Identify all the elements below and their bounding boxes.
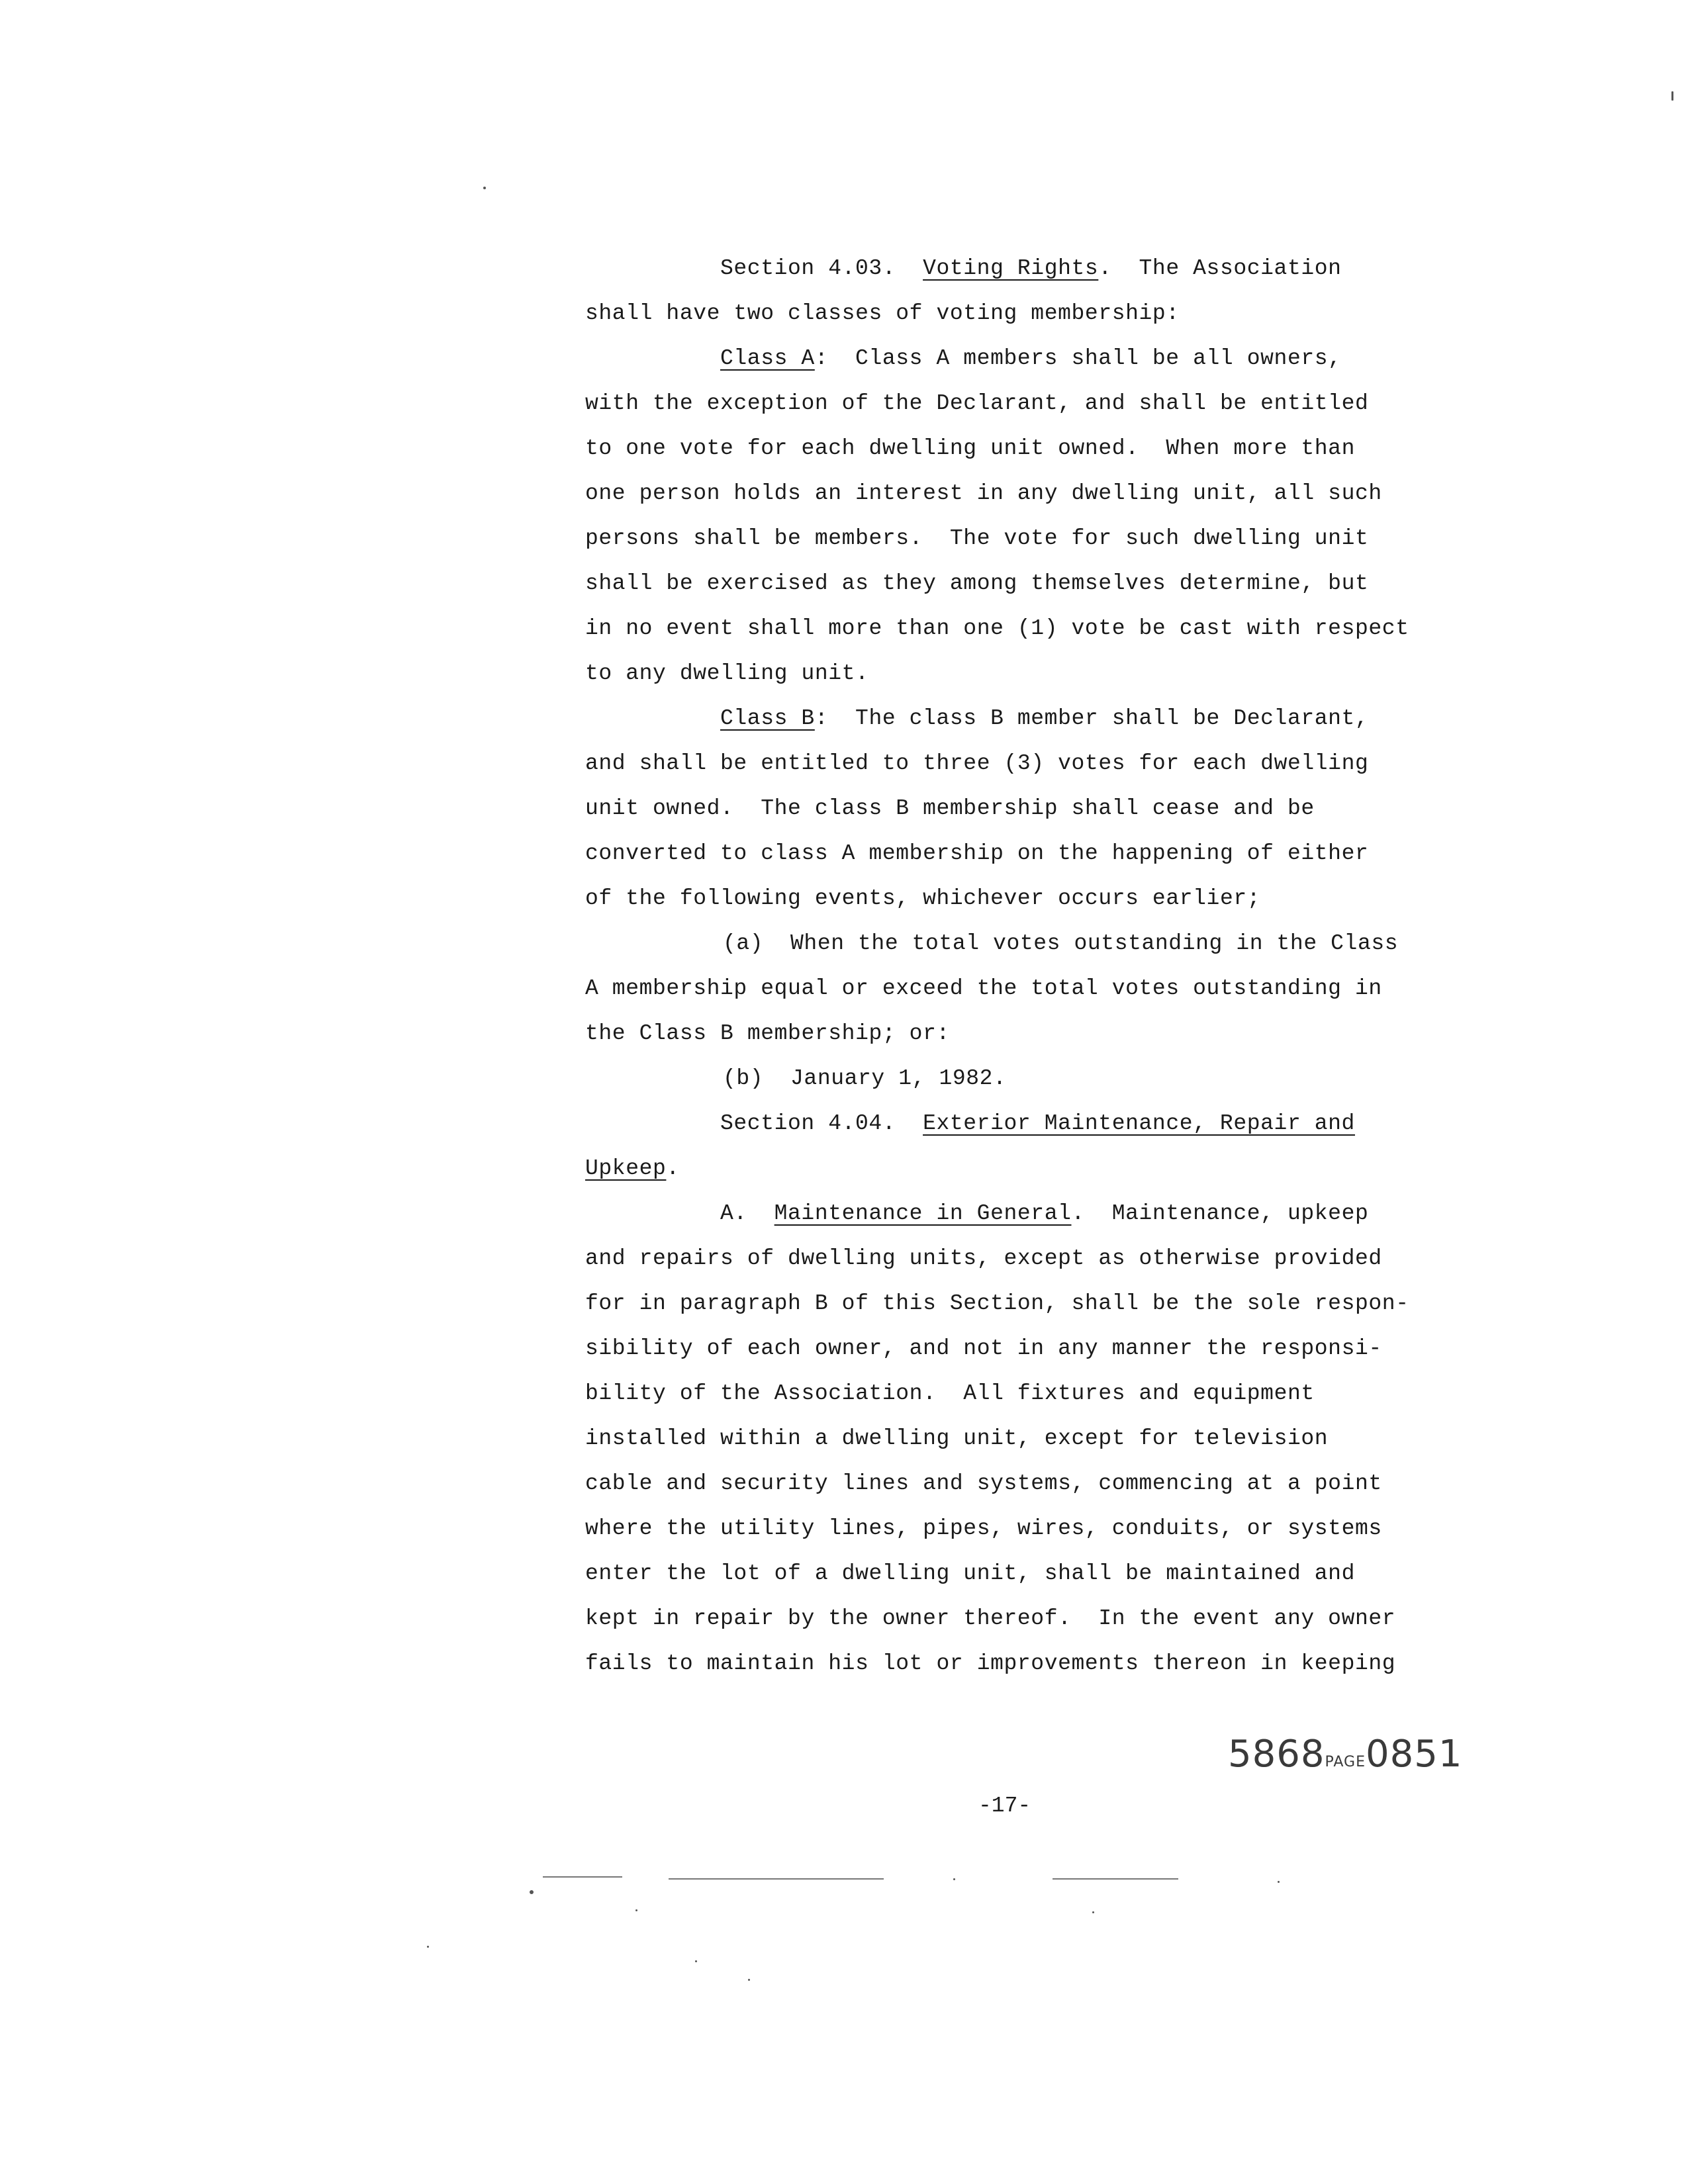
text-run: (a) When the total votes outstanding in the Class [723,931,1399,956]
text-run: in no event shall more than one (1) vote be cast with respect [585,616,1409,641]
text-line [585,1191,1439,1236]
text-run: cable and security lines and systems, commencing at a point [585,1471,1382,1496]
text-line [585,291,1439,336]
text-run: . The Association [1098,256,1342,281]
scan-speck [427,1946,429,1948]
text-line [585,246,1439,291]
text-line [585,966,1439,1011]
text-run: kept in repair by the owner thereof. In the event any owner [585,1606,1396,1631]
text-line [585,1101,1439,1146]
text-line [585,1596,1439,1641]
document-body [585,246,1439,1686]
text-run: installed within a dwelling unit, except for television [585,1426,1329,1451]
underlined-heading: Exterior Maintenance, Repair and [923,1111,1355,1136]
text-run: of the following events, whichever occurs earlier; [585,886,1261,911]
scan-speck [1092,1911,1094,1913]
text-run: and repairs of dwelling units, except as otherwise provided [585,1246,1382,1271]
text-line [585,831,1439,876]
text-line [585,1281,1439,1326]
underlined-heading: Maintenance in General [774,1201,1072,1226]
text-line [585,651,1439,696]
text-line [585,516,1439,561]
text-line [585,696,1439,741]
text-run: unit owned. The class B membership shall cease and be [585,796,1315,821]
text-run: : The class B member shall be Declarant, [814,706,1369,731]
text-line [585,381,1439,426]
scan-speck [695,1960,697,1962]
text-line [585,1056,1439,1101]
text-run: A. [720,1201,774,1226]
text-run: . Maintenance, upkeep [1071,1201,1369,1226]
text-run: for in paragraph B of this Section, shall be the sole respon- [585,1291,1409,1316]
stamp-book-number: 5868 [1228,1733,1325,1776]
text-line [585,1506,1439,1551]
text-run: enter the lot of a dwelling unit, shall be maintained and [585,1561,1355,1586]
underlined-heading: Class B [720,706,815,731]
scan-speck [530,1890,534,1894]
text-line [585,1416,1439,1461]
text-run: persons shall be members. The vote for such dwelling unit [585,526,1369,551]
text-run: with the exception of the Declarant, and shall be entitled [585,391,1369,416]
page-number: -17- [978,1794,1031,1818]
text-run: : Class A members shall be all owners, [814,346,1342,371]
text-line [585,606,1439,651]
text-line [585,876,1439,921]
text-run: A membership equal or exceed the total votes outstanding in [585,976,1382,1001]
underlined-heading: Class A [720,346,815,371]
text-line [585,426,1439,471]
text-run: . [666,1156,680,1181]
scan-line [543,1876,622,1878]
stamp-page-number: 0851 [1366,1733,1463,1776]
stamp-page-label: PAGE [1325,1754,1366,1770]
scan-line [831,1878,884,1880]
text-run: and shall be entitled to three (3) votes for each dwelling [585,751,1369,776]
book-page-stamp [1228,1733,1463,1776]
text-line [585,741,1439,786]
text-run: bility of the Association. All fixtures and equipment [585,1381,1315,1406]
text-line [585,336,1439,381]
text-line [585,561,1439,606]
scan-speck [635,1909,637,1911]
text-line [585,1326,1439,1371]
underlined-heading: Upkeep [585,1156,667,1181]
scan-speck [748,1979,750,1981]
text-run: to any dwelling unit. [585,661,869,686]
text-run: sibility of each owner, and not in any manner the responsi- [585,1336,1382,1361]
text-run: Section 4.03. [720,256,923,281]
text-line [585,1011,1439,1056]
scan-speck [1278,1881,1280,1883]
text-run: to one vote for each dwelling unit owned. When more than [585,436,1355,461]
text-run: fails to maintain his lot or improvements thereon in keeping [585,1651,1396,1676]
text-run: (b) January 1, 1982. [723,1066,1007,1091]
text-line [585,786,1439,831]
text-run: shall be exercised as they among themselves determine, but [585,571,1369,596]
text-run: the Class B membership; or: [585,1021,950,1046]
text-line [585,1461,1439,1506]
text-line [585,471,1439,516]
scan-line [1053,1878,1178,1880]
text-line [585,1236,1439,1281]
scan-speck [483,187,486,189]
scan-speck [953,1878,955,1880]
text-run: one person holds an interest in any dwelling unit, all such [585,481,1382,506]
text-line [585,1551,1439,1596]
text-line [585,1371,1439,1416]
text-line [585,1641,1439,1686]
underlined-heading: Voting Rights [923,256,1099,281]
text-run: converted to class A membership on the happening of either [585,841,1369,866]
text-line [585,1146,1439,1191]
text-run: shall have two classes of voting membership: [585,301,1180,326]
text-run: Section 4.04. [720,1111,923,1136]
text-run: where the utility lines, pipes, wires, conduits, or systems [585,1516,1382,1541]
text-line [585,921,1439,966]
scan-speck [1671,91,1673,101]
